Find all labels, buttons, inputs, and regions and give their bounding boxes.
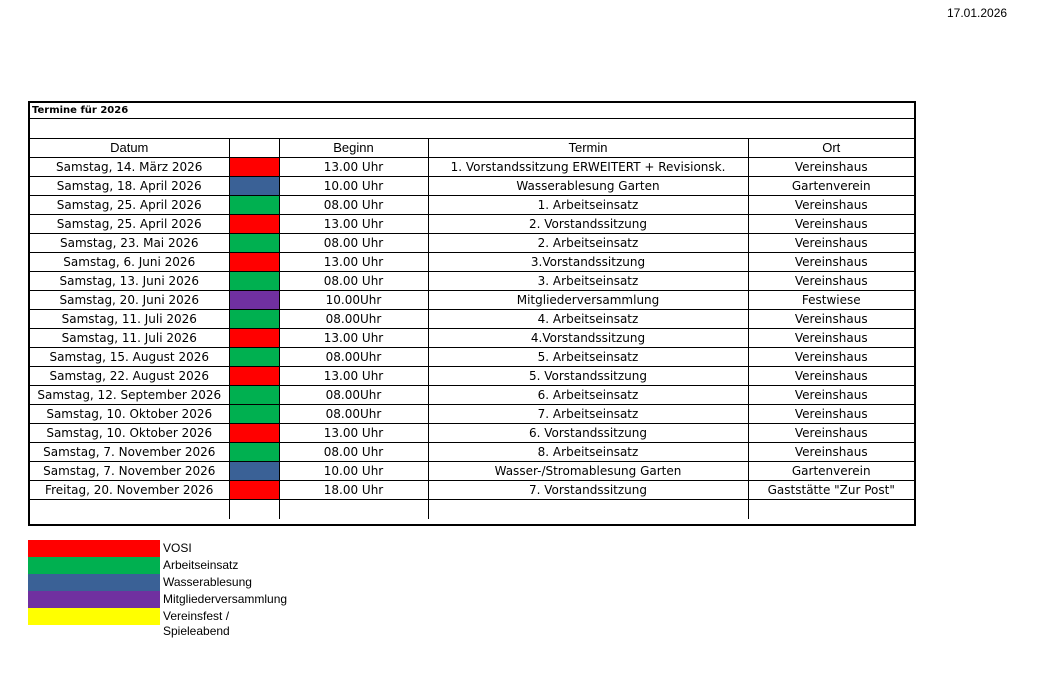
cell-beginn: 13.00 Uhr <box>279 424 428 443</box>
empty-cell <box>428 500 748 520</box>
legend-label: Arbeitseinsatz <box>163 558 239 572</box>
empty-row <box>30 500 914 520</box>
cell-beginn: 08.00 Uhr <box>279 443 428 462</box>
table-row <box>30 196 914 215</box>
table-row <box>30 386 914 405</box>
cell-datum: Samstag, 18. April 2026 <box>30 177 229 196</box>
cell-beginn: 10.00 Uhr <box>279 177 428 196</box>
table-row <box>30 424 914 443</box>
table-row <box>30 367 914 386</box>
cell-ort: Gartenverein <box>748 177 914 196</box>
table-row <box>30 462 914 481</box>
legend-label: Mitgliederversammlung <box>163 592 288 606</box>
table-row <box>30 348 914 367</box>
header-row <box>30 139 914 158</box>
table-row <box>30 158 914 177</box>
cell-termin: 2. Arbeitseinsatz <box>428 234 748 253</box>
cell-color <box>229 462 279 481</box>
cell-beginn: 08.00Uhr <box>279 310 428 329</box>
cell-color <box>229 443 279 462</box>
cell-beginn: 18.00 Uhr <box>279 481 428 500</box>
cell-ort: Vereinshaus <box>748 272 914 291</box>
cell-datum: Samstag, 25. April 2026 <box>30 215 229 234</box>
cell-termin: 5. Vorstandssitzung <box>428 367 748 386</box>
table-row <box>30 329 914 348</box>
table-row <box>30 215 914 234</box>
cell-termin: 4.Vorstandssitzung <box>428 329 748 348</box>
cell-datum: Samstag, 14. März 2026 <box>30 158 229 177</box>
print-date: 17.01.2026 <box>947 6 1008 20</box>
legend-swatch <box>28 540 160 557</box>
cell-color <box>229 158 279 177</box>
cell-datum: Samstag, 20. Juni 2026 <box>30 291 229 310</box>
header-termin: Termin <box>428 139 748 158</box>
table-row <box>30 481 914 500</box>
cell-ort: Vereinshaus <box>748 158 914 177</box>
cell-datum: Samstag, 10. Oktober 2026 <box>30 405 229 424</box>
header-ort: Ort <box>748 139 914 158</box>
cell-datum: Samstag, 7. November 2026 <box>30 443 229 462</box>
cell-beginn: 13.00 Uhr <box>279 367 428 386</box>
legend-swatch <box>28 574 160 591</box>
cell-ort: Gartenverein <box>748 462 914 481</box>
cell-color <box>229 386 279 405</box>
cell-color <box>229 253 279 272</box>
events-body <box>30 158 914 520</box>
legend-swatch <box>28 557 160 574</box>
cell-beginn: 13.00 Uhr <box>279 253 428 272</box>
cell-beginn: 08.00Uhr <box>279 348 428 367</box>
cell-color <box>229 348 279 367</box>
cell-color <box>229 196 279 215</box>
cell-datum: Samstag, 23. Mai 2026 <box>30 234 229 253</box>
table-row <box>30 405 914 424</box>
empty-cell <box>229 500 279 520</box>
cell-color <box>229 481 279 500</box>
cell-color <box>229 177 279 196</box>
cell-ort: Vereinshaus <box>748 386 914 405</box>
empty-cell <box>748 500 914 520</box>
cell-termin: Mitgliederversammlung <box>428 291 748 310</box>
cell-beginn: 08.00Uhr <box>279 386 428 405</box>
events-grid <box>30 139 914 519</box>
cell-ort: Vereinshaus <box>748 424 914 443</box>
cell-beginn: 13.00 Uhr <box>279 329 428 348</box>
cell-datum: Samstag, 10. Oktober 2026 <box>30 424 229 443</box>
cell-beginn: 08.00 Uhr <box>279 272 428 291</box>
cell-ort: Vereinshaus <box>748 234 914 253</box>
cell-ort: Vereinshaus <box>748 443 914 462</box>
cell-datum: Samstag, 22. August 2026 <box>30 367 229 386</box>
cell-datum: Samstag, 12. September 2026 <box>30 386 229 405</box>
cell-beginn: 10.00Uhr <box>279 291 428 310</box>
cell-ort: Vereinshaus <box>748 310 914 329</box>
cell-termin: 6. Vorstandssitzung <box>428 424 748 443</box>
cell-color <box>229 310 279 329</box>
schedule-table <box>28 101 916 526</box>
legend-label: Vereinsfest / Spieleabend <box>163 609 230 638</box>
cell-ort: Vereinshaus <box>748 196 914 215</box>
cell-ort: Vereinshaus <box>748 405 914 424</box>
cell-datum: Samstag, 11. Juli 2026 <box>30 329 229 348</box>
cell-ort: Vereinshaus <box>748 367 914 386</box>
blank-row <box>30 119 914 139</box>
cell-datum: Samstag, 6. Juni 2026 <box>30 253 229 272</box>
cell-color <box>229 215 279 234</box>
table-title: Termine für 2026 <box>30 103 914 119</box>
table-row <box>30 310 914 329</box>
table-row <box>30 443 914 462</box>
cell-color <box>229 329 279 348</box>
cell-datum: Samstag, 7. November 2026 <box>30 462 229 481</box>
cell-datum: Samstag, 13. Juni 2026 <box>30 272 229 291</box>
cell-termin: 8. Arbeitseinsatz <box>428 443 748 462</box>
cell-ort: Vereinshaus <box>748 253 914 272</box>
cell-datum: Samstag, 11. Juli 2026 <box>30 310 229 329</box>
cell-datum: Freitag, 20. November 2026 <box>30 481 229 500</box>
cell-beginn: 08.00 Uhr <box>279 234 428 253</box>
cell-color <box>229 405 279 424</box>
cell-termin: 2. Vorstandssitzung <box>428 215 748 234</box>
cell-ort: Vereinshaus <box>748 348 914 367</box>
cell-termin: 7. Arbeitseinsatz <box>428 405 748 424</box>
cell-color <box>229 272 279 291</box>
cell-termin: 3.Vorstandssitzung <box>428 253 748 272</box>
table-row <box>30 253 914 272</box>
cell-beginn: 13.00 Uhr <box>279 158 428 177</box>
table-row <box>30 177 914 196</box>
cell-ort: Vereinshaus <box>748 215 914 234</box>
table-row <box>30 234 914 253</box>
table-row <box>30 272 914 291</box>
cell-ort: Festwiese <box>748 291 914 310</box>
header-beginn: Beginn <box>279 139 428 158</box>
cell-termin: Wasserablesung Garten <box>428 177 748 196</box>
legend-swatch <box>28 591 160 608</box>
cell-termin: 1. Vorstandssitzung ERWEITERT + Revisionsk. <box>428 158 748 177</box>
empty-cell <box>30 500 229 520</box>
cell-datum: Samstag, 15. August 2026 <box>30 348 229 367</box>
cell-color <box>229 291 279 310</box>
legend-label: Wasserablesung <box>163 575 252 589</box>
cell-beginn: 13.00 Uhr <box>279 215 428 234</box>
cell-termin: 6. Arbeitseinsatz <box>428 386 748 405</box>
legend-label: VOSI <box>163 541 192 555</box>
table-row <box>30 291 914 310</box>
cell-termin: 7. Vorstandssitzung <box>428 481 748 500</box>
cell-termin: 5. Arbeitseinsatz <box>428 348 748 367</box>
cell-termin: 4. Arbeitseinsatz <box>428 310 748 329</box>
empty-cell <box>279 500 428 520</box>
cell-termin: Wasser-/Stromablesung Garten <box>428 462 748 481</box>
cell-color <box>229 234 279 253</box>
cell-beginn: 08.00Uhr <box>279 405 428 424</box>
cell-beginn: 08.00 Uhr <box>279 196 428 215</box>
cell-ort: Gaststätte "Zur Post" <box>748 481 914 500</box>
cell-termin: 1. Arbeitseinsatz <box>428 196 748 215</box>
cell-datum: Samstag, 25. April 2026 <box>30 196 229 215</box>
cell-color <box>229 424 279 443</box>
header-datum: Datum <box>30 139 229 158</box>
cell-ort: Vereinshaus <box>748 329 914 348</box>
header-color <box>229 139 279 158</box>
legend-swatch <box>28 608 160 625</box>
cell-termin: 3. Arbeitseinsatz <box>428 272 748 291</box>
cell-beginn: 10.00 Uhr <box>279 462 428 481</box>
cell-color <box>229 367 279 386</box>
